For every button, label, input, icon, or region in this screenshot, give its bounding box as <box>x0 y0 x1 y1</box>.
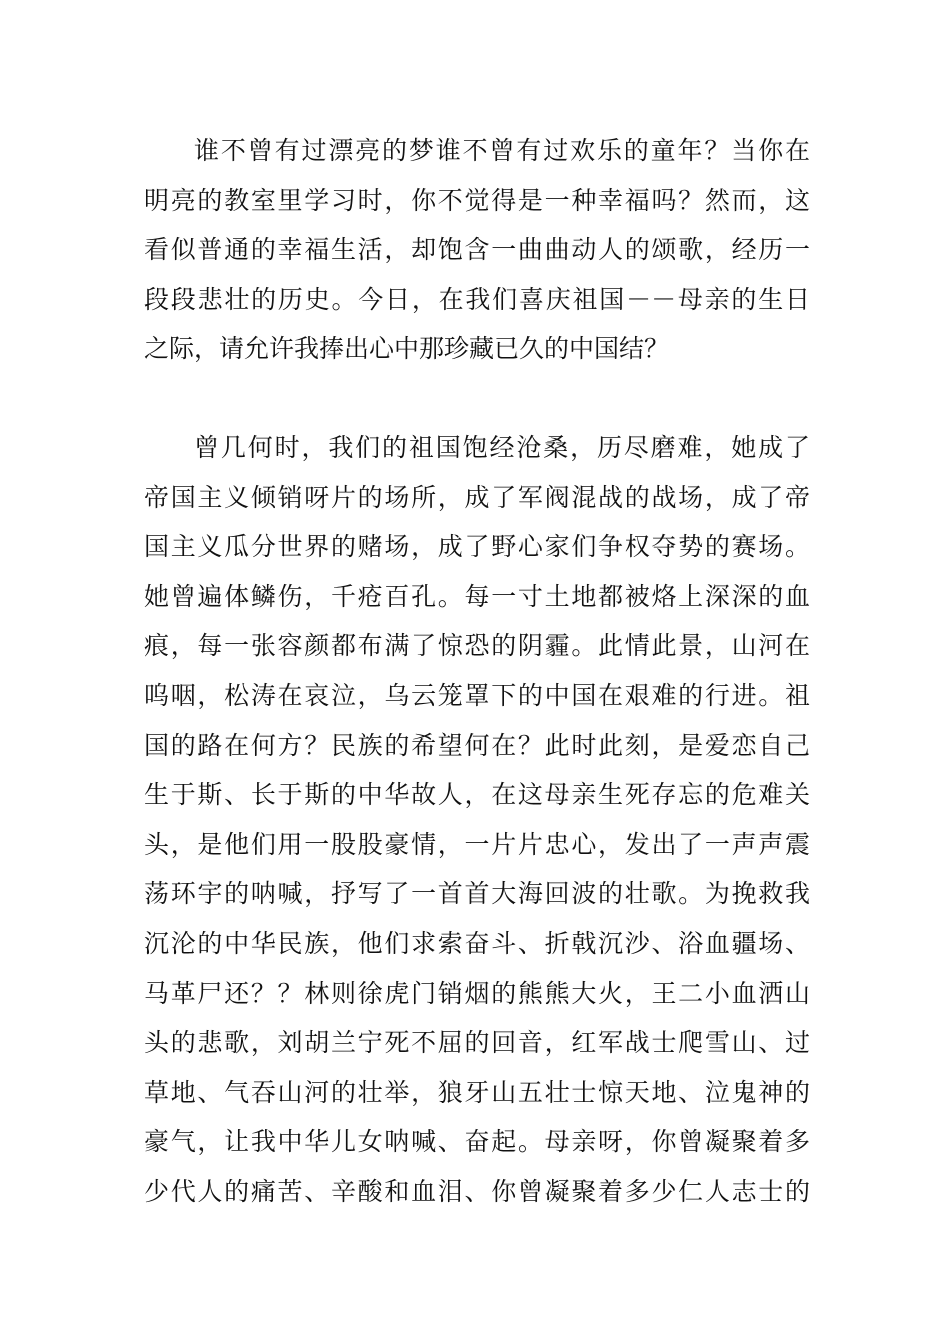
paragraph-line: 生于斯、长于斯的中华故人，在这母亲生死存忘的危难关 <box>144 780 810 810</box>
paragraph-line: 呜咽，松涛在哀泣，乌云笼罩下的中国在艰难的行进。祖 <box>144 680 810 710</box>
paragraph-line: 草地、气吞山河的壮举，狼牙山五壮士惊天地、泣鬼神的 <box>144 1077 810 1107</box>
paragraph-line: 马革尸还？？林则徐虎门销烟的熊熊大火，王二小血洒山 <box>144 978 810 1008</box>
paragraph-line: 曾几何时，我们的祖国饱经沧桑，历尽磨难，她成了 <box>194 433 810 462</box>
paragraph-line: 痕，每一张容颜都布满了惊恐的阴霾。此情此景，山河在 <box>144 631 810 661</box>
paragraph-line: 荡环宇的呐喊，抒写了一首首大海回波的壮歌。为挽救我 <box>144 879 810 909</box>
paragraph-line: 豪气，让我中华儿女呐喊、奋起。母亲呀，你曾凝聚着多 <box>144 1127 810 1157</box>
paragraph-line: 少代人的痛苦、辛酸和血泪、你曾凝聚着多少仁人志士的 <box>144 1176 810 1206</box>
paragraph-line: 国主义瓜分世界的赌场，成了野心家们争权夺势的赛场。 <box>144 532 810 562</box>
paragraph-line: 段段悲壮的历史。今日，在我们喜庆祖国－－母亲的生日 <box>144 284 810 314</box>
paragraph-line: 国的路在何方？民族的希望何在？此时此刻，是爱恋自己 <box>144 730 810 760</box>
paragraph-line: 明亮的教室里学习时，你不觉得是一种幸福吗？然而，这 <box>144 185 810 215</box>
paragraph-line: 头，是他们用一股股豪情，一片片忠心，发出了一声声震 <box>144 829 810 859</box>
paragraph-line: 帝国主义倾销呀片的场所，成了军阀混战的战场，成了帝 <box>144 482 810 512</box>
paragraph-line: 之际，请允许我捧出心中那珍藏已久的中国结？ <box>144 334 670 363</box>
paragraph-2 <box>144 423 810 1217</box>
paragraph-line: 她曾遍体鳞伤，千疮百孔。每一寸土地都被烙上深深的血 <box>144 581 810 611</box>
paragraph-line: 看似普通的幸福生活，却饱含一曲曲动人的颂歌，经历一 <box>144 235 810 264</box>
paragraph-1 <box>144 126 810 374</box>
paragraph-line: 沉沦的中华民族，他们求索奋斗、折戟沉沙、浴血疆场、 <box>144 928 810 958</box>
paragraph-line: 头的悲歌，刘胡兰宁死不屈的回音，红军战士爬雪山、过 <box>144 1028 810 1058</box>
paragraph-line: 谁不曾有过漂亮的梦谁不曾有过欢乐的童年？当你在 <box>194 136 810 165</box>
